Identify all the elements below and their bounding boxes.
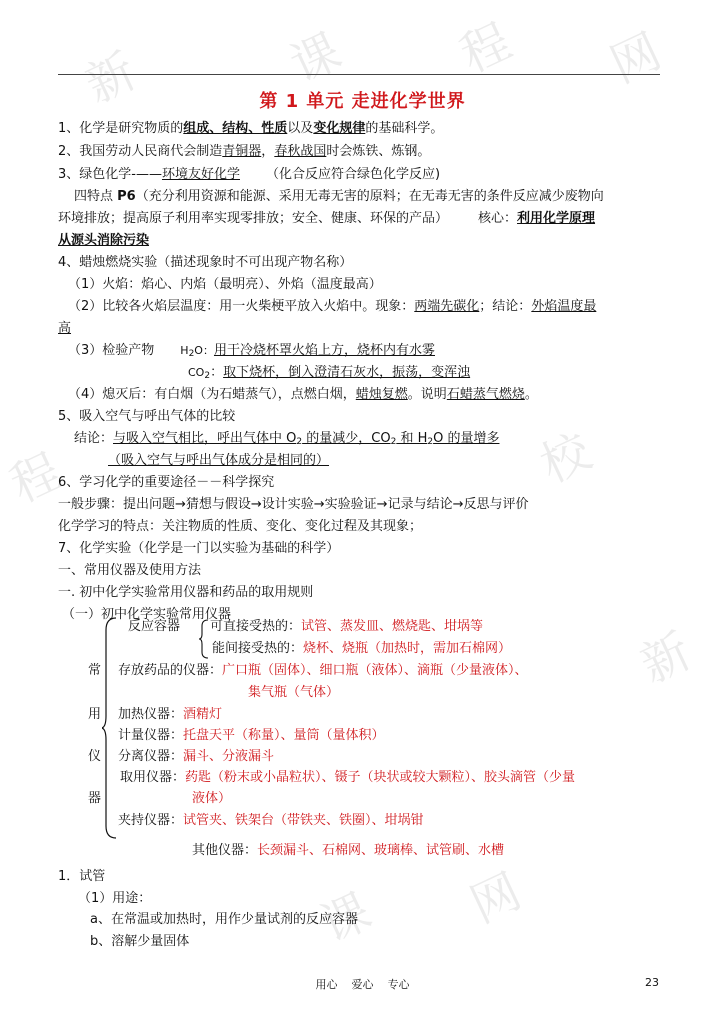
footer-motto: 用心 爱心 专心 [315,978,410,991]
paragraph-17: 一、常用仪器及使用方法 [58,563,202,578]
fetching-row: 取用仪器：药匙（粉末或小晶粒状）、镊子（块状或较大颗粒）、胶头滴管（少量 [120,770,576,785]
header-rule [58,74,660,75]
paragraph-4-line-2: 环境排放；提高原子利用率实现零排放；安全、健康、环保的产品） 核心：利用化学原理 [58,211,596,226]
watermark-char: 新 [632,623,700,695]
watermark-char: 程 [2,443,70,515]
paragraph-8-h2o: （3）检验产物 $H_2O$：用干冷烧杯罩火焰上方，烧杯内有水雾 [68,343,435,359]
holding-row: 夹持仪器：试管夹、铁架台（带铁夹、铁圈）、坩埚钳 [118,813,424,828]
paragraph-9: （4）熄灭后：有白烟（为石蜡蒸气），点燃白烟，蜡烛复燃。说明石蜡蒸气燃烧。 [68,387,538,402]
watermark-char: 课 [282,23,350,95]
paragraph-6: （1）火焰：焰心、内焰（最明亮）、外焰（温度最高） [68,277,382,292]
paragraph-5: 4、蜡烛燃烧实验（描述现象时不可出现产物名称） [58,255,353,270]
paragraph-13: 6、学习化学的重要途径－－科学探究 [58,475,275,490]
paragraph-16: 7、化学实验（化学是一门以实验为基础的科学） [58,541,340,556]
paragraph-8-co2: $CO_2$：取下烧杯，倒入澄清石灰水，振荡，变浑浊 [188,365,471,381]
reaction-brace [198,618,210,660]
separation-row: 分离仪器：漏斗、分液漏斗 [118,749,275,764]
paragraph-4-line-1: 四特点 P6（充分利用资源和能源、采用无毒无害的原料；在无毒无害的条件反应减少废物向 [74,189,604,204]
reaction-direct: 可直接受热的：试管、蒸发皿、燃烧匙、坩埚等 [210,619,484,634]
tube-usage-a: a、在常温或加热时，用作少量试剂的反应容器 [90,912,358,927]
paragraph-1: 1、化学是研究物质的组成、结构、性质以及变化规律的基础科学。 [58,121,444,136]
watermark-char: 校 [532,423,600,495]
measuring-row: 计量仪器：托盘天平（称量）、量筒（量体积） [118,728,385,743]
page-title: 第 1 单元 走进化学世界 [259,91,466,112]
paragraph-4-line-3: 从源头消除污染 [58,233,150,248]
watermark-char: 课 [312,883,380,955]
side-label-char: 用 [88,707,102,722]
paragraph-2: 2、我国劳动人民商代会制造青铜器，春秋战国时会炼铁、炼钢。 [58,144,431,159]
fetching-row-cont: 液体） [192,791,232,806]
page-number: 23 [645,976,659,989]
tube-usage: （1）用途： [78,891,152,906]
watermark-char: 网 [462,863,530,935]
storage-row: 存放药品的仪器：广口瓶（固体）、细口瓶（液体）、滴瓶（少量液体）、 [118,663,528,678]
watermark-char: 网 [602,23,670,95]
tube-heading: 1．试管 [58,869,106,884]
reaction-indirect: 能间接受热的：烧杯、烧瓶（加热时，需加石棉网） [212,641,512,656]
side-label-char: 仪 [88,749,102,764]
paragraph-14: 一般步骤：提出问题→猜想与假设→设计实验→实验验证→记录与结论→反思与评价 [58,497,529,512]
paragraph-10: 5、吸入空气与呼出气体的比较 [58,409,236,424]
paragraph-12: （吸入空气与呼出气体成分是相同的） [108,453,330,468]
paragraph-11: 结论：与吸入空气相比，呼出气体中 $O_2$ 的量减少，$CO_2$ 和 $H_2O$ 的量增多 [74,431,500,447]
paragraph-15: 化学学习的特点：关注物质的性质、变化、变化过程及其现象； [58,519,423,534]
paragraph-7-cont: 高 [58,321,72,336]
paragraph-3: 3、绿色化学-——环境友好化学 （化合反应符合绿色化学反应) [58,167,441,182]
others-row: 其他仪器：长颈漏斗、石棉网、玻璃棒、试管刷、水槽 [192,843,505,858]
heating-row: 加热仪器：酒精灯 [118,707,223,722]
paragraph-18: 一. 初中化学实验常用仪器和药品的取用规则 [58,585,314,600]
paragraph-19: （一）初中化学实验常用仪器 [62,607,232,622]
reaction-label: 反应容器 [128,619,181,634]
side-label-char: 常 [88,663,102,678]
side-label-char: 器 [88,791,102,806]
storage-row-cont: 集气瓶（气体） [248,685,340,700]
paragraph-7: （2）比较各火焰层温度：用一火柴梗平放入火焰中。现象：两端先碳化；结论：外焰温度最 [68,299,597,314]
watermark-char: 新 [77,43,145,115]
watermark-char: 程 [452,13,520,85]
left-brace [102,616,118,840]
tube-usage-b: b、溶解少量固体 [90,934,190,949]
